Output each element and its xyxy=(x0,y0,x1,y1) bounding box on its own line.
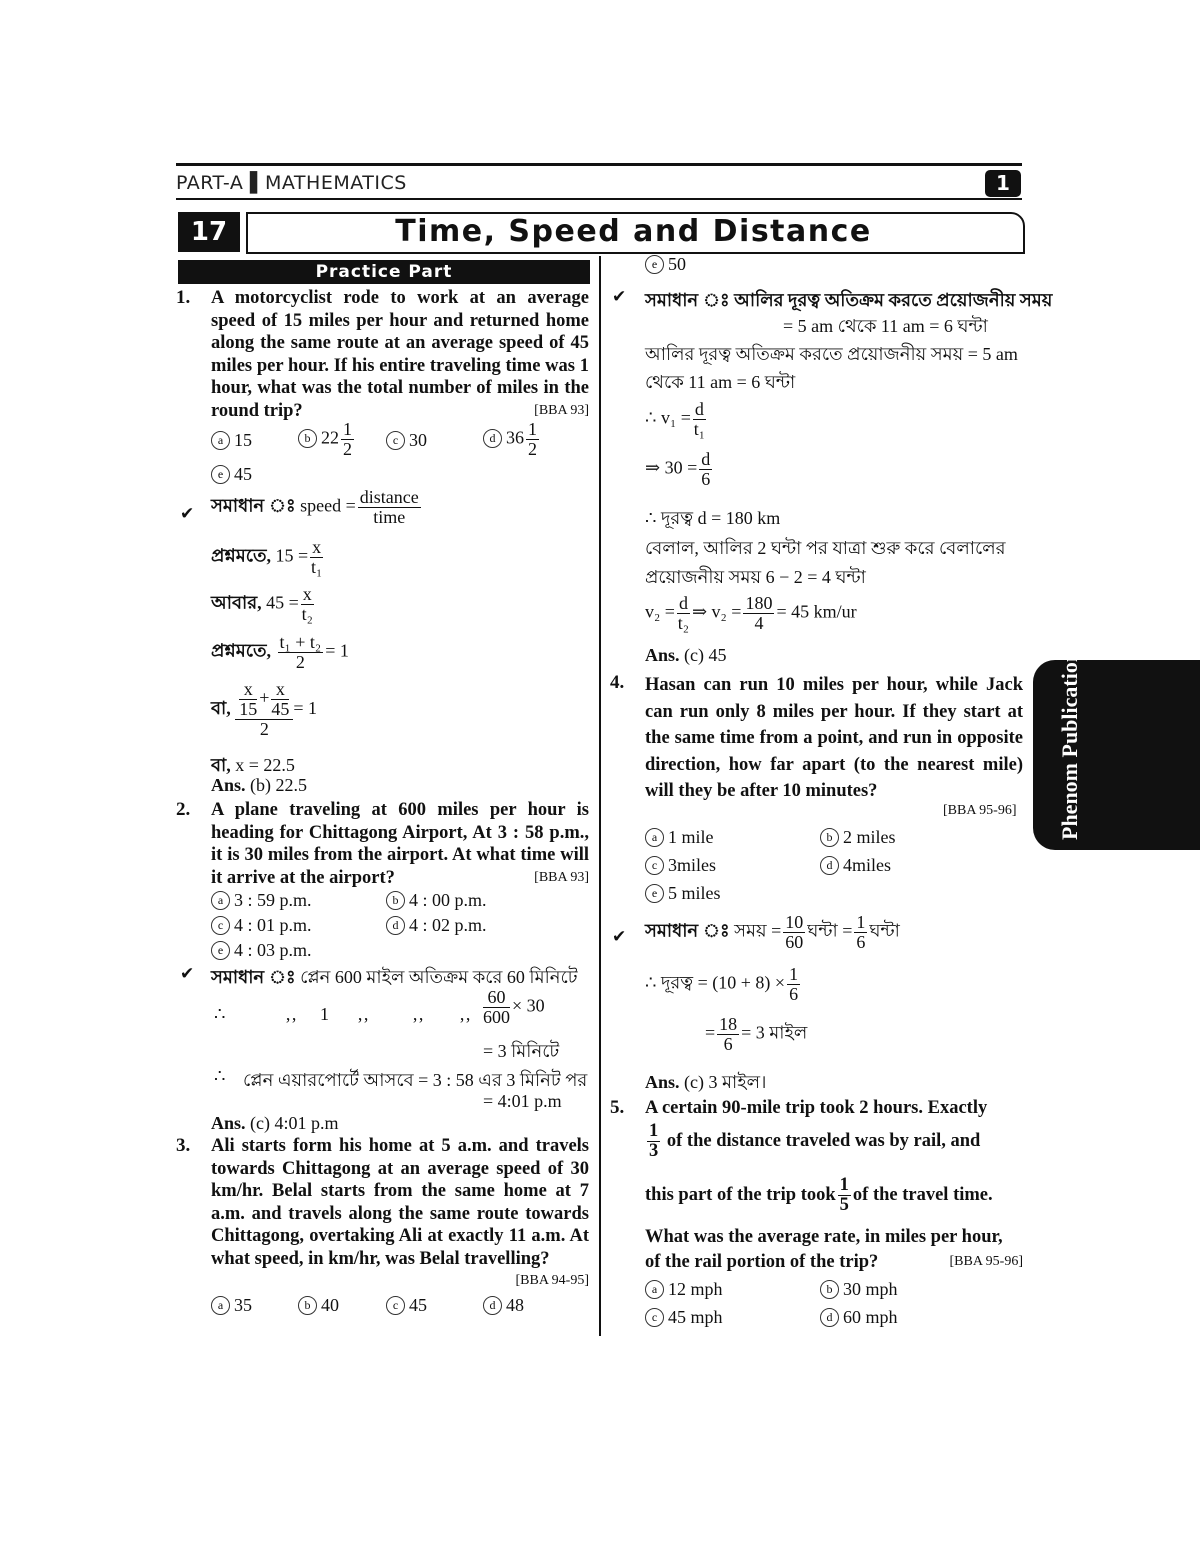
question-5-line-4: What was the average rate, in miles per hour, xyxy=(645,1227,1003,1247)
question-5-line-2: $\frac{1}{3}$ of the distance traveled was by rail, and xyxy=(649,1121,981,1162)
q2-option-c[interactable]: c 4 : 01 p.m. xyxy=(211,915,312,936)
q1-solution-line-4: প্রশ্নমতে, $\frac{\text{t₁ + t₂}}{2}$ = 1 xyxy=(211,632,349,672)
q3-solution-line-1: সমাধান ঃ আলির দূরত্ব অতিক্রম করতে প্রয়োজনীয় সময় xyxy=(645,290,1053,310)
question-4-text: Hasan can run 10 miles per hour, while Jack can run only 8 miles per hour. If they start at the same time from a point, and run in opposite direction, how far apart (to the nearest mile) will they be after 10 minutes? xyxy=(645,675,1023,801)
check-icon: ✔ xyxy=(180,964,195,984)
chapter-title: Time, Speed and Distance xyxy=(395,214,872,249)
check-icon: ✔ xyxy=(612,927,627,947)
question-2-text: A plane traveling at 600 miles per hour is heading for Chittagong Airport, At 3 : 58 p.m., it is 30 miles from the airport. At what time will it arrive at the airport? [BBA 93] xyxy=(211,800,589,888)
q3-option-d[interactable]: d 48 xyxy=(483,1295,524,1316)
q1-option-b[interactable]: b 22 $\frac{1}{2}$ xyxy=(298,420,356,459)
question-5-ref: [BBA 95-96] xyxy=(949,1254,1023,1269)
q2-answer: Ans. (c) 4:01 p.m xyxy=(211,1113,339,1133)
q2-option-e[interactable]: e 4 : 03 p.m. xyxy=(211,940,312,961)
header-top-rule xyxy=(176,163,1022,166)
q3-option-e[interactable]: e 50 xyxy=(645,254,686,275)
q2-solution-line-2-therefore: ∴ xyxy=(214,1004,226,1024)
q3-solution-line-2: = 5 am থেকে 11 am = 6 ঘন্টা xyxy=(783,316,988,336)
question-1-ref: [BBA 93] xyxy=(534,402,589,418)
q3-option-a[interactable]: a 35 xyxy=(211,1295,252,1316)
question-3-number: 3. xyxy=(176,1135,191,1156)
section-heading: Practice Part xyxy=(178,260,590,284)
q3-solution-line-4: থেকে 11 am = 6 ঘন্টা xyxy=(645,372,796,392)
q2-solution-line-4: প্লেন এয়ারপোর্টে আসবে = 3 : 58 এর 3 মিনিট পর xyxy=(243,1070,588,1090)
q5-option-c[interactable]: c 45 mph xyxy=(645,1307,723,1328)
q2-option-a[interactable]: a 3 : 59 p.m. xyxy=(211,890,312,911)
question-3-text: Ali starts form his home at 5 a.m. and travels towards Chittagong at an average speed of 30 km/hr. Belal starts from the same home at 7 a.m. and travels along the same route towards Chittagong, overtaking Ali at exactly 11 a.m. At what speed, in km/hr, was Belal travelling? [BBA 94-95] xyxy=(211,1135,589,1293)
q2-solution-one: 1 xyxy=(320,1004,329,1024)
q1-answer: Ans. (b) 22.5 xyxy=(211,775,308,795)
q4-option-d[interactable]: d 4miles xyxy=(820,855,891,876)
q4-option-e[interactable]: e 5 miles xyxy=(645,883,721,904)
q3-solution-line-6: ⇒ 30 = $\frac{d}{6}$ xyxy=(645,449,711,489)
q4-option-b[interactable]: b 2 miles xyxy=(820,827,896,848)
q4-solution-line-1: সমাধান ঃ সময় = $\frac{10}{60}$ ঘন্টা = $\frac{1}{6}$ ঘন্টা xyxy=(645,912,900,952)
q2-option-d[interactable]: d 4 : 02 p.m. xyxy=(386,915,487,936)
question-1-number: 1. xyxy=(176,287,191,308)
question-5-line-1: A certain 90-mile trip took 2 hours. Exactly xyxy=(645,1098,988,1118)
question-3-ref: [BBA 94-95] xyxy=(515,1273,589,1288)
q4-option-a[interactable]: a 1 mile xyxy=(645,827,714,848)
q2-solution-line-3: = 3 মিনিটে xyxy=(483,1041,560,1061)
q1-solution-line-3: আবার, 45 = $\frac{x}{\text{t₂}}$ xyxy=(211,584,313,624)
q1-option-c[interactable]: c 30 xyxy=(386,430,427,451)
q1-solution-line-5: বা, $\frac{x}{15}$ + $\frac{x}{45}$ 2 = 1 xyxy=(211,679,318,739)
header-bottom-rule xyxy=(176,198,1022,200)
q2-solution-line-1: সমাধান ঃ প্লেন 600 মাইল অতিক্রম করে 60 মিনিটে xyxy=(211,967,578,987)
check-icon: ✔ xyxy=(180,504,195,524)
q3-option-c[interactable]: c 45 xyxy=(386,1295,427,1316)
q4-option-c[interactable]: c 3miles xyxy=(645,855,716,876)
q1-solution-line-6: বা, x = 22.5 xyxy=(211,755,295,775)
chapter-number: 17 xyxy=(178,212,240,252)
q5-option-a[interactable]: a 12 mph xyxy=(645,1279,723,1300)
question-5-line-5: of the rail portion of the trip? [BBA 95-96] xyxy=(645,1252,1023,1272)
q4-solution-line-2: ∴ দূরত্ব = (10 + 8) × $\frac{1}{6}$ xyxy=(645,964,799,1004)
question-2-ref: [BBA 93] xyxy=(534,869,589,885)
q3-answer: Ans. (c) 45 xyxy=(645,645,727,665)
q3-solution-line-9: প্রয়োজনীয় সময় 6 − 2 = 4 ঘন্টা xyxy=(645,567,866,587)
q3-solution-line-5: ∴ v₁ = $\frac{d}{\text{t₁}}$ xyxy=(645,399,706,439)
question-4-number: 4. xyxy=(610,672,625,693)
q2-option-b[interactable]: b 4 : 00 p.m. xyxy=(386,890,487,911)
column-divider xyxy=(599,256,601,1336)
q2-solution-line-5: = 4:01 p.m xyxy=(483,1091,562,1111)
q1-option-a[interactable]: a 15 xyxy=(211,430,252,451)
question-1-text: A motorcyclist rode to work at an average speed of 15 miles per hour and returned home along the same route at an average speed of 45 miles per hour. If his entire traveling time was 1 hour, what was the total number of miles in the round trip? [BBA 93] xyxy=(211,288,589,421)
q3-solution-line-7: ∴ দূরত্ব d = 180 km xyxy=(645,508,781,528)
q2-ditto-1: ‚‚ xyxy=(285,1004,297,1024)
q3-option-b[interactable]: b 40 xyxy=(298,1295,339,1316)
q2-solution-line-4-therefore: ∴ xyxy=(214,1066,226,1086)
q4-answer: Ans. (c) 3 মাইল। xyxy=(645,1072,767,1092)
check-icon: ✔ xyxy=(612,287,627,307)
q4-solution-line-3: = $\frac{18}{6}$ = 3 মাইল xyxy=(705,1014,808,1054)
q3-solution-line-3: আলির দূরত্ব অতিক্রম করতে প্রয়োজনীয় সময় = 5 am xyxy=(645,344,1018,364)
q2-ditto-2: ‚‚ xyxy=(357,1004,369,1024)
q2-ditto-4: ‚‚ xyxy=(459,1004,471,1024)
page-number: 1 xyxy=(985,170,1021,197)
question-5-line-3: this part of the trip took $\frac{1}{5}$ of the travel time. xyxy=(645,1175,993,1216)
q5-option-b[interactable]: b 30 mph xyxy=(820,1279,898,1300)
q1-solution-line-2: প্রশ্নমতে, 15 = $\frac{x}{\text{t₁}}$ xyxy=(211,537,323,577)
q1-option-e[interactable]: e 45 xyxy=(211,464,252,485)
side-tab-label: Phenom Publications xyxy=(1057,641,1082,840)
q1-option-d[interactable]: d 36 $\frac{1}{2}$ xyxy=(483,420,541,459)
question-5-number: 5. xyxy=(610,1097,625,1118)
question-2-number: 2. xyxy=(176,799,191,820)
q1-solution-line-1: সমাধান ঃ speed = $\frac{\text{distance}}{\text{time}}$ xyxy=(211,487,419,527)
running-header: PART-A ▌MATHEMATICS xyxy=(176,172,407,194)
q5-option-d[interactable]: d 60 mph xyxy=(820,1307,898,1328)
question-4-ref: [BBA 95-96] xyxy=(943,803,1017,818)
q2-solution-fraction: $\frac{60}{600}$ × 30 xyxy=(483,987,545,1027)
q2-ditto-3: ‚‚ xyxy=(412,1004,424,1024)
q3-solution-line-8: বেলাল, আলির 2 ঘন্টা পর যাত্রা শুরু করে বেলালের xyxy=(645,538,1006,558)
q3-solution-line-10: v₂ = $\frac{d}{\text{t₂}}$ ⇒ v₂ = $\frac{180}{4}$ = 45 km/ur xyxy=(645,593,857,633)
